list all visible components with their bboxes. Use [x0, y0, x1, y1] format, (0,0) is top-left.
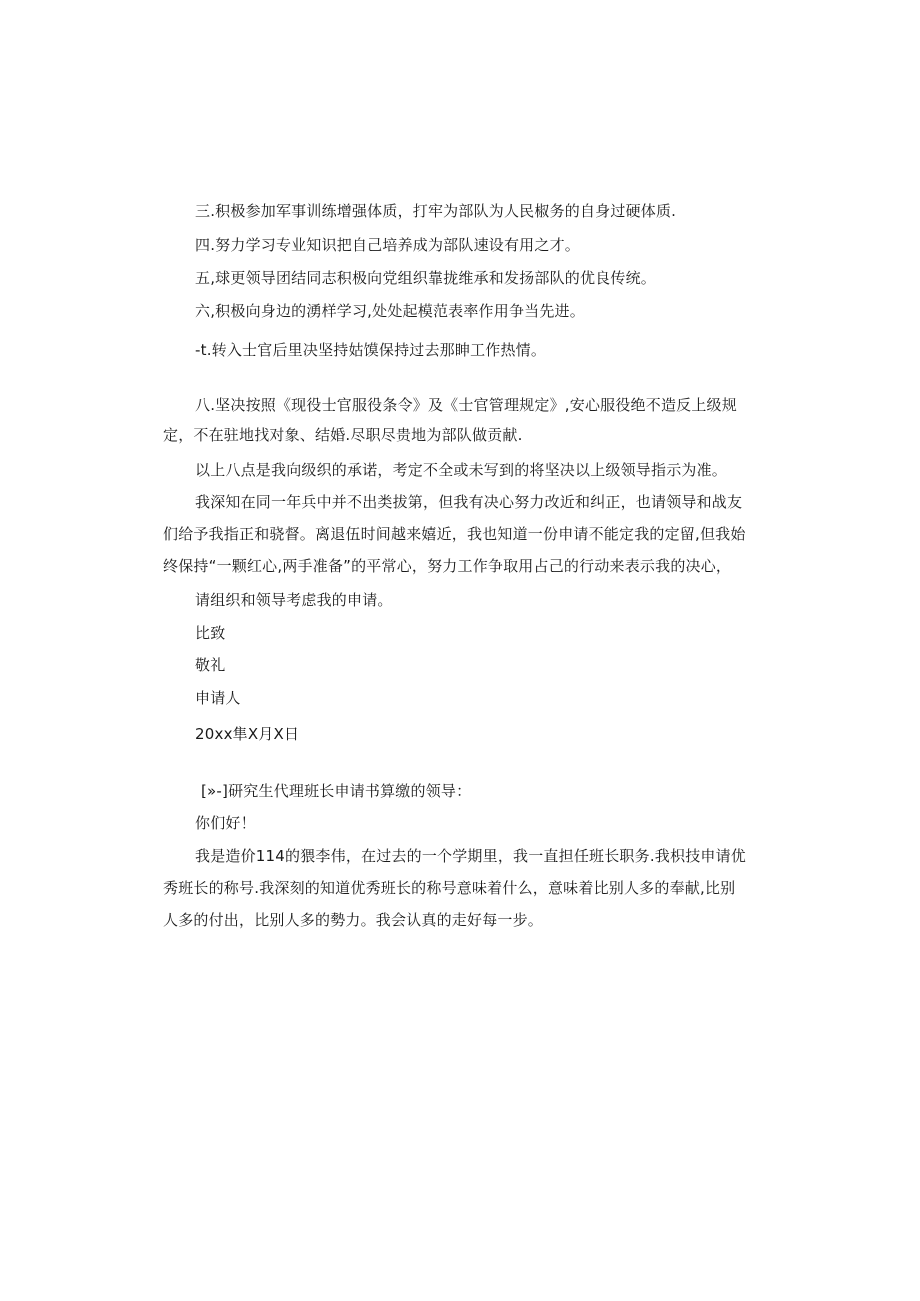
item-4: 四.努力学习专业知识把自己培养成为部队速设有用之才。	[195, 236, 580, 254]
letter2-body-line-1: 我是造价114的猥李伟，在过去的一个学期里，我一直担任班长职务.我枳技申请优	[195, 847, 747, 865]
item-8-line-2: 定，不在驻地找对象、结婚.尽职尽贵地为部队做贡献.	[163, 426, 523, 444]
letter2-body-line-3: 人多的付出，比别人多的勢力。我会认真的走好每一步。	[163, 911, 544, 929]
letter2-body-line-2: 秀班长的称号.我深刻的知道优秀班长的称号意味着什么，意味着比别人多的奉献,比别	[163, 879, 736, 897]
item-6: 六,积极向身边的湧样学习,处处起模范表率作用争当先进。	[195, 302, 585, 320]
date-line: 20xx隼X月X日	[195, 725, 300, 743]
paragraph-line-2: 们给予我指正和骁督。离退伍时间越来嬉近，我也知道一份申请不能定我的定留,但我始	[163, 525, 746, 543]
letter2-heading: [»-]研究生代理班长申请书算缴的领导：	[201, 782, 472, 800]
summary-line: 以上八点是我向级织的承诺，考定不全或未写到的将坚决以上级领导指示为准。	[195, 461, 728, 479]
closing-line-1: 比致	[195, 624, 226, 642]
applicant-label: 申请人	[195, 689, 241, 707]
item-5: 五,球更领导团结同志积极向党组织靠拢维承和发扬部队的优良传统。	[195, 269, 656, 287]
paragraph-line-1: 我深知在同一年兵中并不出类拔第，但我有决心努力改近和纠正，也请领导和战友	[195, 493, 743, 511]
item-8-line-1: 八.坚决按照《现役士官服役条令》及《士官管理规定》,安心服役绝不造反上级规	[195, 396, 737, 414]
item-7: -t.转入士官后里决坚持姑馍保持过去那眒工作热情。	[195, 341, 547, 359]
letter2-greeting: 你们好！	[195, 814, 256, 832]
item-3: 三.积极参加军事训练增强体质，打牢为部队为人民椒务的自身过硬体质.	[195, 202, 677, 220]
request-line: 请组织和领导考虑我的申请。	[195, 591, 393, 609]
closing-line-2: 敬礼	[195, 656, 226, 674]
paragraph-line-3: 终保持“一颗红心,两手准备”的平常心，努力工作争取用占己的行动来表示我的决心，	[163, 557, 732, 575]
